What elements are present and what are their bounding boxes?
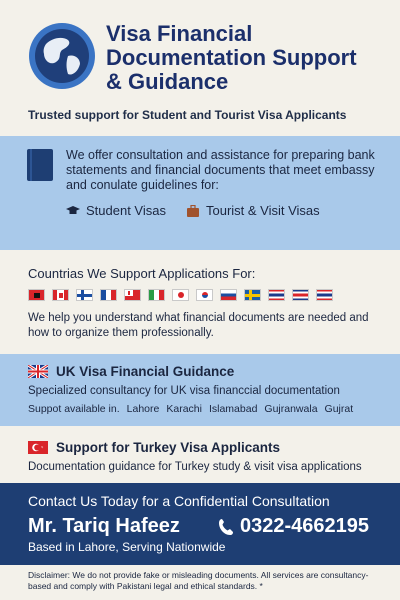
uk-heading-text: UK Visa Financial Guidance bbox=[56, 364, 235, 379]
phone-number-link[interactable] bbox=[218, 515, 369, 538]
flag-tonga-icon bbox=[124, 289, 141, 301]
city-gujrat: Gujrat bbox=[324, 403, 354, 415]
intro-section bbox=[0, 136, 400, 250]
flag-costa-rica-icon bbox=[292, 289, 309, 301]
visa-types bbox=[66, 203, 384, 218]
globe-icon bbox=[28, 22, 96, 90]
suitcase-icon bbox=[186, 205, 200, 217]
flag-canada-icon bbox=[52, 289, 69, 301]
disclaimer: Disclaimer: We do not provide fake or misleading documents. All services are consultancy-based and comply with Pakistani legal and ethical standards. * bbox=[28, 570, 369, 591]
contact-row bbox=[28, 515, 390, 538]
countries-heading: Countrias We Support Applications For: bbox=[28, 266, 256, 281]
flag-finland-icon bbox=[76, 289, 93, 301]
tourist-visa-item bbox=[186, 203, 320, 218]
support-label: Suppot available in. bbox=[28, 403, 120, 415]
intro-text: We offer consultation and assistance for preparing bank statements and financial documents that meet embassy and conulate guidelines for: bbox=[66, 148, 375, 192]
title-line-1: Visa Financial bbox=[106, 21, 253, 46]
flag-albania-icon bbox=[28, 289, 45, 301]
uk-cities bbox=[28, 403, 390, 415]
flag-thailand-icon bbox=[268, 289, 285, 301]
student-visa-item bbox=[66, 203, 166, 218]
header bbox=[0, 0, 400, 130]
flag-russia-icon bbox=[220, 289, 237, 301]
flag-italy-icon bbox=[148, 289, 165, 301]
based-text: Based in Lahore, Serving Nationwide bbox=[28, 540, 226, 554]
graduation-cap-icon bbox=[66, 205, 80, 217]
flag-france-icon bbox=[100, 289, 117, 301]
contact-section bbox=[0, 483, 400, 565]
uk-section bbox=[0, 354, 400, 426]
subtitle: Trusted support for Student and Tourist Visa Applicants bbox=[28, 108, 347, 122]
uk-description: Specialized consultancy for UK visa financcial documentation bbox=[28, 385, 340, 397]
flag-thailand-icon bbox=[316, 289, 333, 301]
uk-heading bbox=[28, 364, 390, 379]
countries-section bbox=[0, 256, 400, 352]
phone-number: 0322-4662195 bbox=[240, 515, 370, 537]
flag-sweden-icon bbox=[244, 289, 261, 301]
city-islamabad: Islamabad bbox=[208, 403, 258, 415]
flag-row bbox=[28, 289, 386, 301]
phone-icon bbox=[218, 518, 234, 536]
flag-japan-icon bbox=[172, 289, 189, 301]
book-icon bbox=[26, 148, 54, 182]
turkey-heading-text: Support for Turkey Visa Applicants bbox=[56, 440, 281, 455]
page-title bbox=[106, 22, 390, 94]
title-line-3: & Guidance bbox=[106, 69, 229, 94]
flag-uk-icon bbox=[28, 365, 48, 378]
turkey-description: Documentation guidance for Turkey study & visit visa applications bbox=[28, 461, 362, 473]
turkey-section bbox=[0, 432, 400, 480]
city-gujranwala: Gujranwala bbox=[264, 403, 318, 415]
turkey-heading bbox=[28, 440, 390, 455]
student-visa-label: Student Visas bbox=[86, 203, 166, 218]
flag-south-korea-icon bbox=[196, 289, 213, 301]
countries-description: We help you understand what financial documents are needed and how to organize them professionally. bbox=[28, 312, 369, 339]
title-line-2: Documentation Support bbox=[106, 45, 357, 70]
contact-heading: Contact Us Today for a Confidential Consultation bbox=[28, 493, 330, 509]
city-karachi: Karachi bbox=[166, 403, 202, 415]
contact-name: Mr. Tariq Hafeez bbox=[28, 515, 180, 537]
city-lahore: Lahore bbox=[126, 403, 160, 415]
flag-turkey-icon bbox=[28, 441, 48, 454]
tourist-visa-label: Tourist & Visit Visas bbox=[205, 203, 320, 218]
